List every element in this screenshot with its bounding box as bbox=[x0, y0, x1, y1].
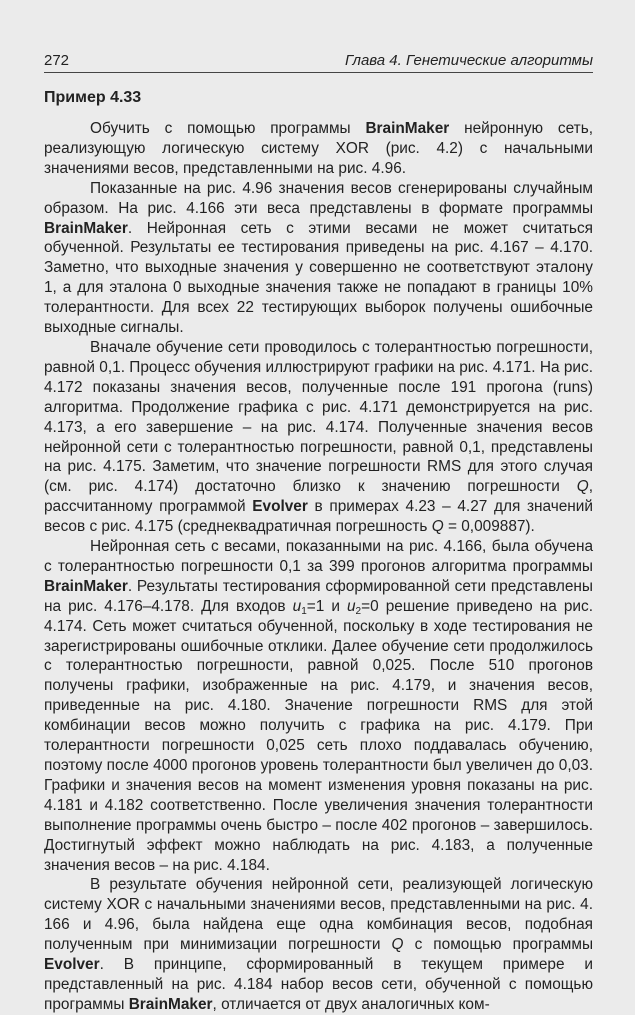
variable-u: u bbox=[346, 597, 356, 615]
program-name: Evolver bbox=[252, 498, 308, 516]
variable-q: Q bbox=[391, 936, 404, 954]
variable-q: Q bbox=[576, 478, 589, 496]
chapter-title: Глава 4. Генетические алгоритмы bbox=[344, 52, 593, 69]
example-title: Пример 4.33 bbox=[44, 89, 142, 106]
program-name: BrainMaker bbox=[44, 219, 128, 237]
running-header bbox=[44, 50, 593, 73]
variable-q: Q bbox=[431, 518, 444, 536]
program-name: Evolver bbox=[44, 956, 100, 974]
program-name: BrainMaker bbox=[365, 120, 450, 137]
program-name: BrainMaker bbox=[44, 577, 128, 595]
program-name: BrainMaker bbox=[128, 995, 213, 1013]
subscript: 2 bbox=[355, 605, 362, 617]
page-content bbox=[44, 84, 593, 1015]
variable-u: u bbox=[292, 597, 302, 615]
page-number: 272 bbox=[44, 52, 70, 69]
paragraph-3: Вначале обучение сети проводилось с толерантностью погрешности, равной 0,1. Процесс обучения иллюстрируют графики на рис. 4.171. На рис. 4.172 показаны значения весов, полученные после 191 прогона (runs) алгоритма. Продолжение графика с рис. 4.171 демонстрируется на рис. 4.173, а его завершение – на рис. 4.174. Полученные значения весов нейронной сети с толерантностью погрешности, равной 0,1, представлены на рис. 4.175. Заметим, что значение погрешности RMS для этого случая (см. рис. 4.174) достаточно близко к значению погрешности Q, рассчитанному программой Evolver в примерах 4.23 – 4.27 для значений весов с рис. 4.175 (среднеквадратичная погрешность Q = 0,009887). bbox=[44, 338, 594, 536]
paragraph-1: Обучить с помощью программы BrainMaker нейронную сеть, реализующую логическую систему XOR (рис. 4.2) с начальными значениями весов, представленными на рис. 4.96. bbox=[44, 120, 594, 177]
paragraph-2: Показанные на рис. 4.96 значения весов сгенерированы случайным образом. На рис. 4.166 эти веса представлены в формате программы BrainMaker. Нейронная сеть с этими весами не может считаться обученной. Результаты ее тестирования приведены на рис. 4.167 – 4.170. Заметно, что выходные значения у совершенно не соответствуют эталону 1, а для эталона 0 выходные значения также не попадают в границы 10% толерантности. Для всех 22 тестирующих выборок получены ошибочные выходные сигналы. bbox=[44, 179, 593, 337]
paragraph-4: Нейронная сеть с весами, показанными на рис. 4.166, была обучена с толерантностью погрешности 0,1 за 399 прогонов алгоритма программы BrainMaker. Результаты тестирования сформированной сети представлены на рис. 4.176–4.178. Для входов $u_1=1$ и $u_2=0$ решение приведено на рис. 4.174. Сеть может считаться обученной, поскольку в ходе тестирования не зарегистрированы ошибочные отклики. Далее обучение сети продолжилось с толерантностью погрешности, равной 0,025. После 510 прогонов получены графики, изображенные на рис. 4.179, и значения весов, приведенные на рис. 4.180. Значение погрешности RMS для этой комбинации весов можно получить с графика на рис. 4.179. При толерантности погрешности 0,025 сеть плохо поддавалась обучению, поэтому после 4000 прогонов уровень толерантности был увеличен до 0,03. Графики и значения весов на момент изменения уровня показаны на рис. 4.181 и 4.182 соответственно. После увеличения значения толерантности выполнение программы очень быстро – после 402 прогонов – завершилось. Достигнутый эффект можно наблюдать на рис. 4.183, а полученные значения весов – на рис. 4.184. bbox=[44, 538, 593, 874]
paragraph-5: В результате обучения нейронной сети, реализующей логическую систему XOR с начальными значениями весов, представленными на рис. 4. 166 и 4.96, была найдена еще одна комбинация весов, подобная полученным при минимизации погрешности Q с помощью программы Evolver. В принципе, сформированный в текущем примере и представленный на рис. 4.184 набор весов сети, обученной с помощью программы BrainMaker, отличается от двух аналогичных ком- bbox=[44, 876, 593, 1013]
subscript: 1 bbox=[301, 605, 307, 617]
